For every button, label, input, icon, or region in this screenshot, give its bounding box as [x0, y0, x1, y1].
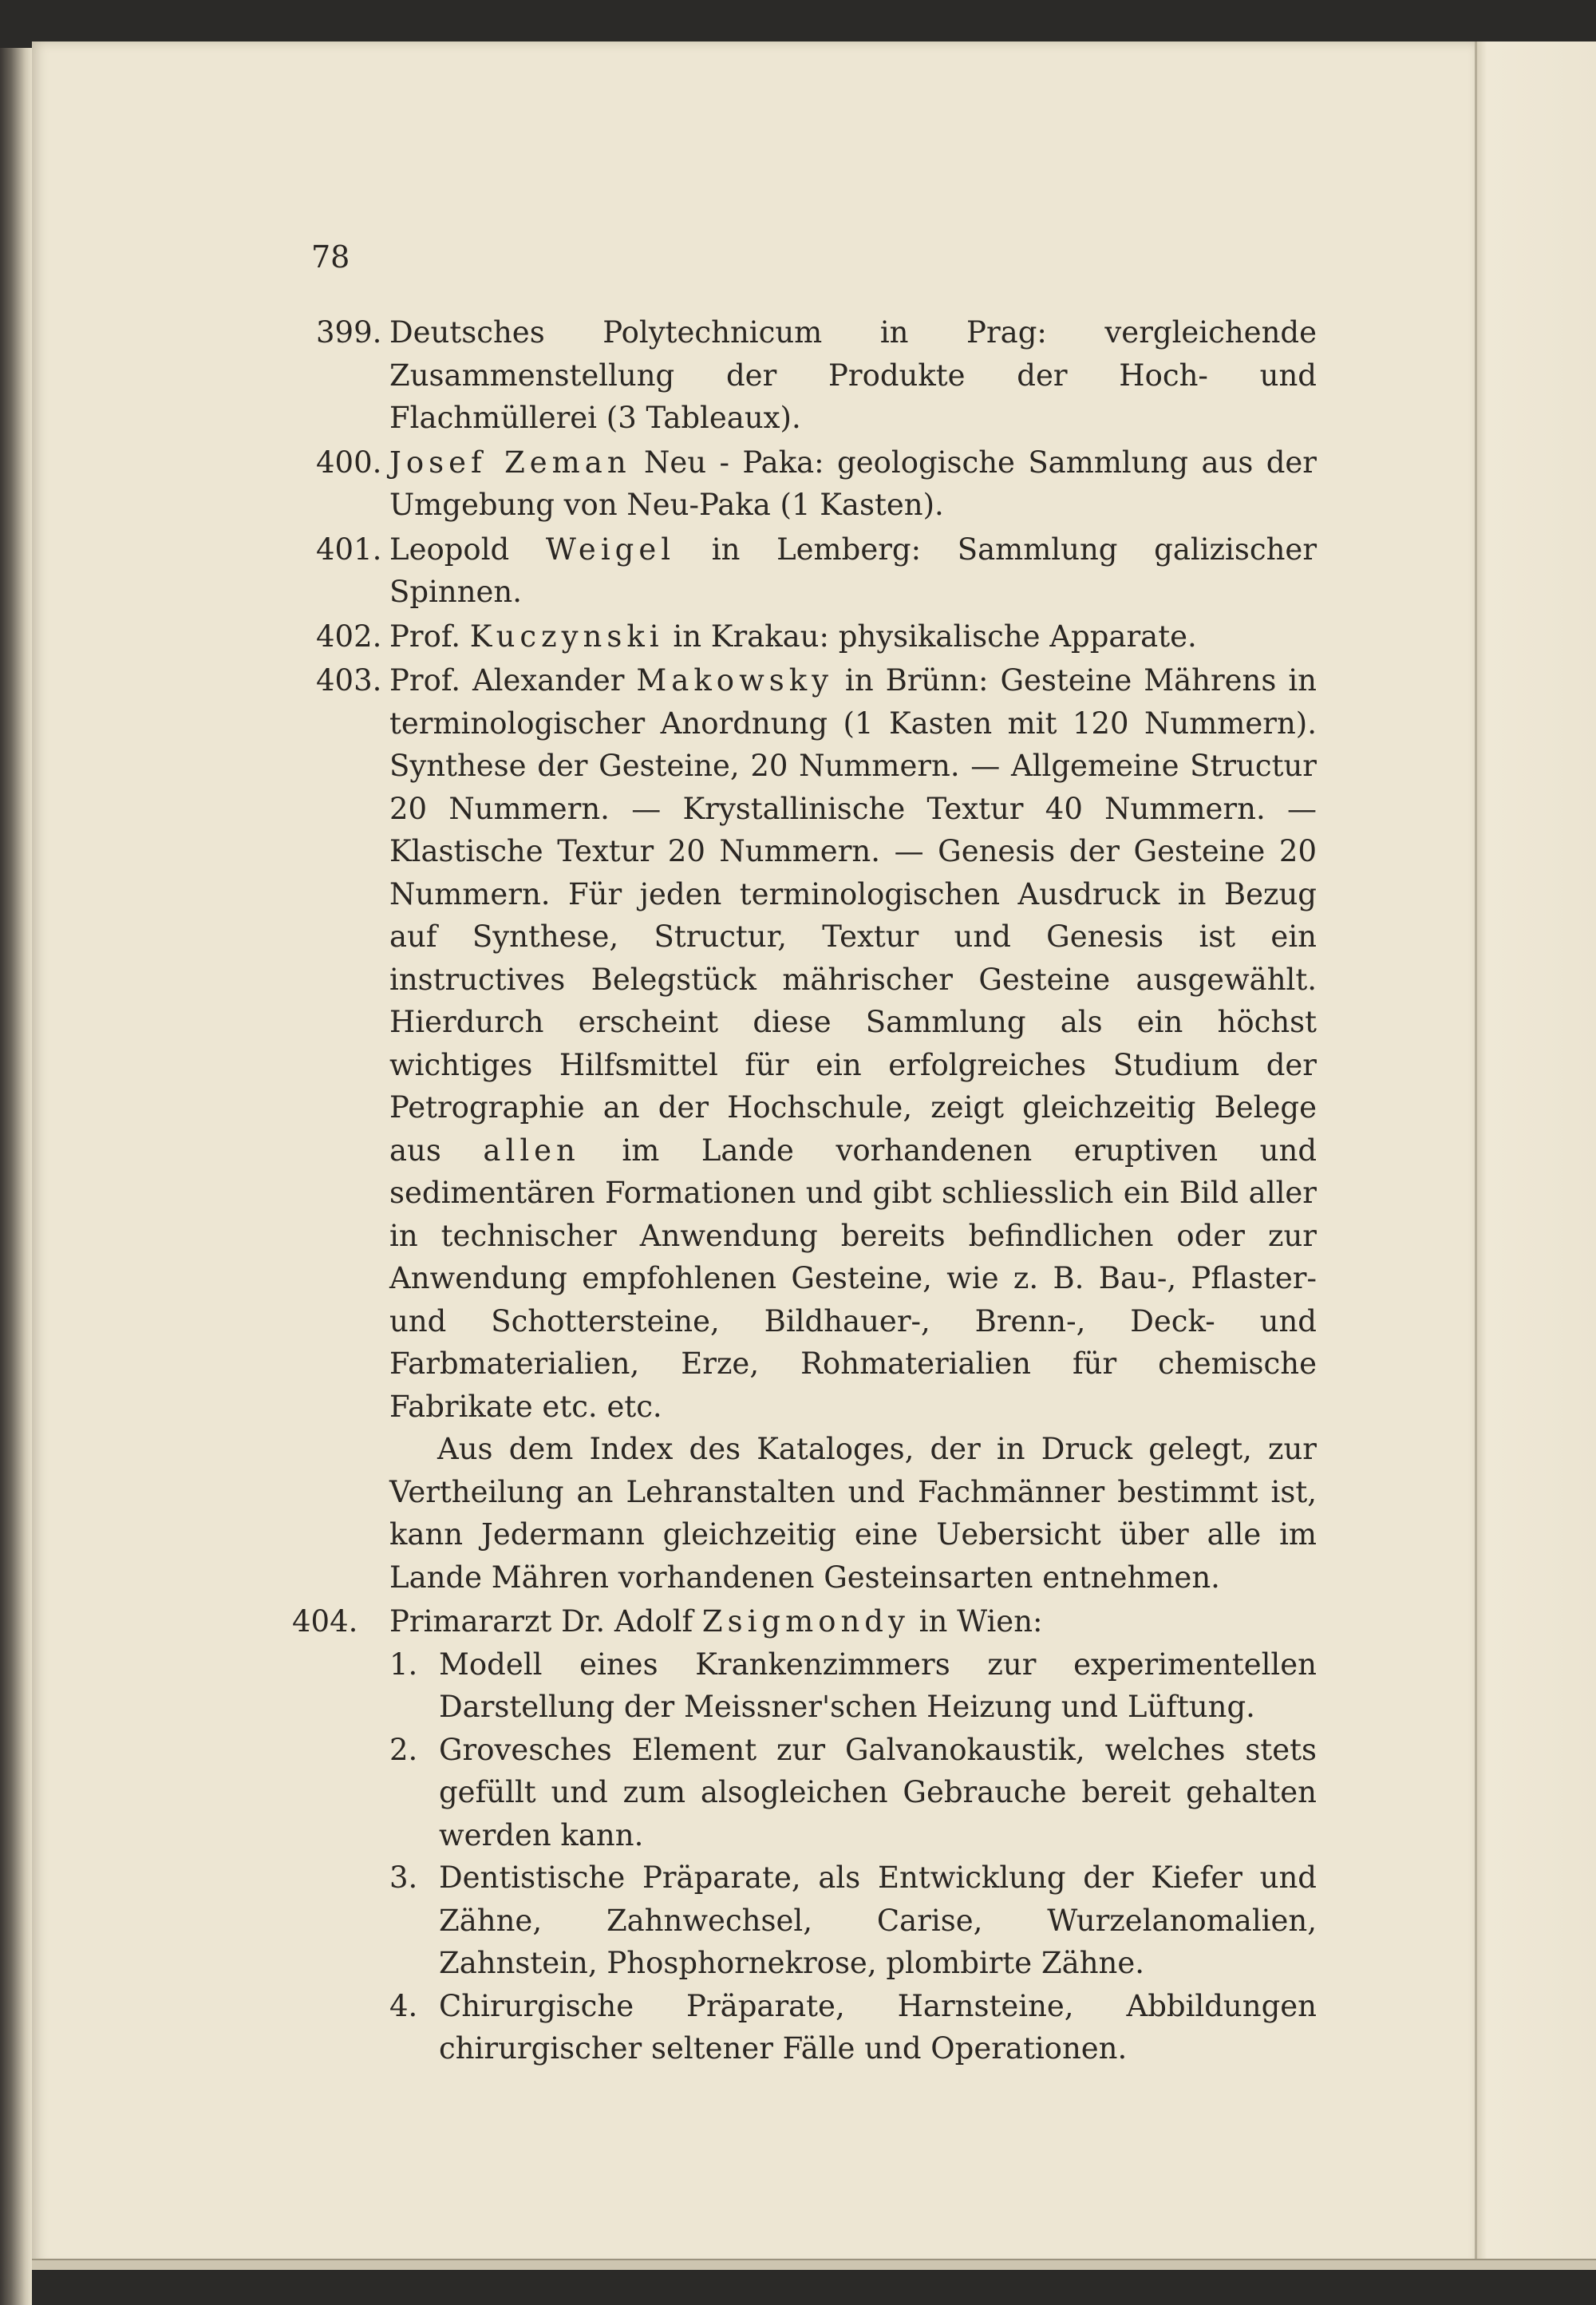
- catalog-entry-404: [292, 1600, 1317, 2070]
- entry-number: 399.: [316, 315, 382, 350]
- entry-text: in Krakau: physikalische Apparate.: [663, 619, 1197, 654]
- list-item-number: 2.: [389, 1732, 418, 1767]
- entry-paragraph: Aus dem Index des Kataloges, der in Druck gelegt, zur Vertheilung an Lehranstalten und Fachmänner bestimmt ist, kann Jedermann gleichzeitig eine Uebersicht über alle im Lande Mähren vorhandenen Gesteinsarten entnehmen.: [389, 1432, 1317, 1595]
- entry-number: 401.: [316, 532, 382, 567]
- list-item: [389, 1856, 1317, 1985]
- entry-text-continued: im Lande vorhandenen eruptiven und sedimentären Formationen und gibt schliesslich ein Bild aller in technischer Anwendung bereits befindlichen oder zur Anwendung empfohlenen Gesteine, wie z. B. Bau-, Pflaster- und Schottersteine, Bildhauer-, Brenn-, Deck- und Farbmaterialien, Erze, Rohmaterialien für chemische Fabrikate etc. etc.: [389, 1133, 1317, 1424]
- exhibitor-name: Weigel: [545, 532, 676, 567]
- entry-number: 400.: [316, 445, 382, 480]
- list-item: [389, 1985, 1317, 2070]
- page-body: [292, 311, 1317, 2072]
- list-item: [389, 1729, 1317, 1857]
- exhibitor-name: Zsigmondy: [701, 1604, 910, 1639]
- entry-number: 403.: [316, 663, 382, 698]
- book-binding: [0, 48, 32, 2305]
- list-item-text: Grovesches Element zur Galvanokaustik, welches stets gefüllt und zum alsogleichen Gebrauche bereit gehalten werden kann.: [439, 1732, 1317, 1852]
- entry-prefix: Prof. Alexander: [389, 663, 637, 698]
- catalog-entry-401: [295, 528, 1317, 614]
- next-page-edge: [1475, 42, 1596, 2268]
- entry-prefix: Prof.: [389, 619, 470, 654]
- list-item: [389, 1643, 1317, 1729]
- page-number: 78: [311, 239, 350, 275]
- catalog-entry-402: [295, 615, 1317, 658]
- exhibitor-name: Makowsky: [636, 663, 834, 698]
- entry-number: 404.: [292, 1604, 358, 1639]
- catalog-entry-399: [295, 311, 1317, 440]
- entry-number: 402.: [316, 619, 382, 654]
- entry-text: Deutsches Polytechnicum in Prag: vergleichende Zusammenstellung der Produkte der Hoch- und Flachmüllerei (3 Tableaux).: [389, 315, 1317, 435]
- list-item-text: Chirurgische Präparate, Harnsteine, Abbildungen chirurgischer seltener Fälle und Operationen.: [439, 1988, 1317, 2066]
- catalog-entry-403: [295, 659, 1317, 1599]
- list-item-text: Dentistische Präparate, als Entwicklung der Kiefer und Zähne, Zahnwechsel, Carise, Wurzelanomalien, Zahnstein, Phosphornekrose, plombirte Zähne.: [439, 1860, 1317, 1980]
- entry-text: in Lemberg: Sammlung galizischer Spinnen.: [389, 532, 1317, 609]
- list-item-number: 4.: [389, 1988, 418, 2023]
- list-item-text: Modell eines Krankenzimmers zur experimentellen Darstellung der Meissner'schen Heizung und Lüftung.: [439, 1647, 1317, 1724]
- list-item-number: 1.: [389, 1647, 418, 1682]
- exhibitor-name: Josef Zeman: [389, 445, 631, 480]
- sub-item-list: [389, 1643, 1317, 2070]
- exhibitor-name: Kuczynski: [469, 619, 664, 654]
- entry-text: in Brünn: Gesteine Mährens in terminologischer Anordnung (1 Kasten mit 120 Nummern). Synthese der Gesteine, 20 Nummern. — Allgemeine Structur 20 Nummern. — Krystallinische Textur 40 Nummern. — Klastische Textur 20 Nummern. — Genesis der Gesteine 20 Nummern. Für jeden terminologischen Ausdruck in Bezug auf Synthese, Structur, Textur und Genesis ist ein instructives Belegstück mährischer Gesteine ausgewählt. Hierdurch erscheint diese Sammlung als ein höchst wichtiges Hilfsmittel für ein erfolgreiches Studium der Petrographie an der Hochschule, zeigt gleichzeitig Belege aus: [389, 663, 1317, 1168]
- entry-text: Neu - Paka: geologische Sammlung aus der Umgebung von Neu-Paka (1 Kasten).: [389, 445, 1317, 522]
- entry-text: in Wien:: [909, 1604, 1043, 1639]
- list-item-number: 3.: [389, 1860, 418, 1895]
- entry-prefix: Primararzt Dr. Adolf: [389, 1604, 702, 1639]
- emphasis: allen: [483, 1133, 580, 1168]
- entry-prefix: Leopold: [389, 532, 546, 567]
- page-bottom-edge: [32, 2259, 1596, 2270]
- catalog-entry-400: [295, 441, 1317, 527]
